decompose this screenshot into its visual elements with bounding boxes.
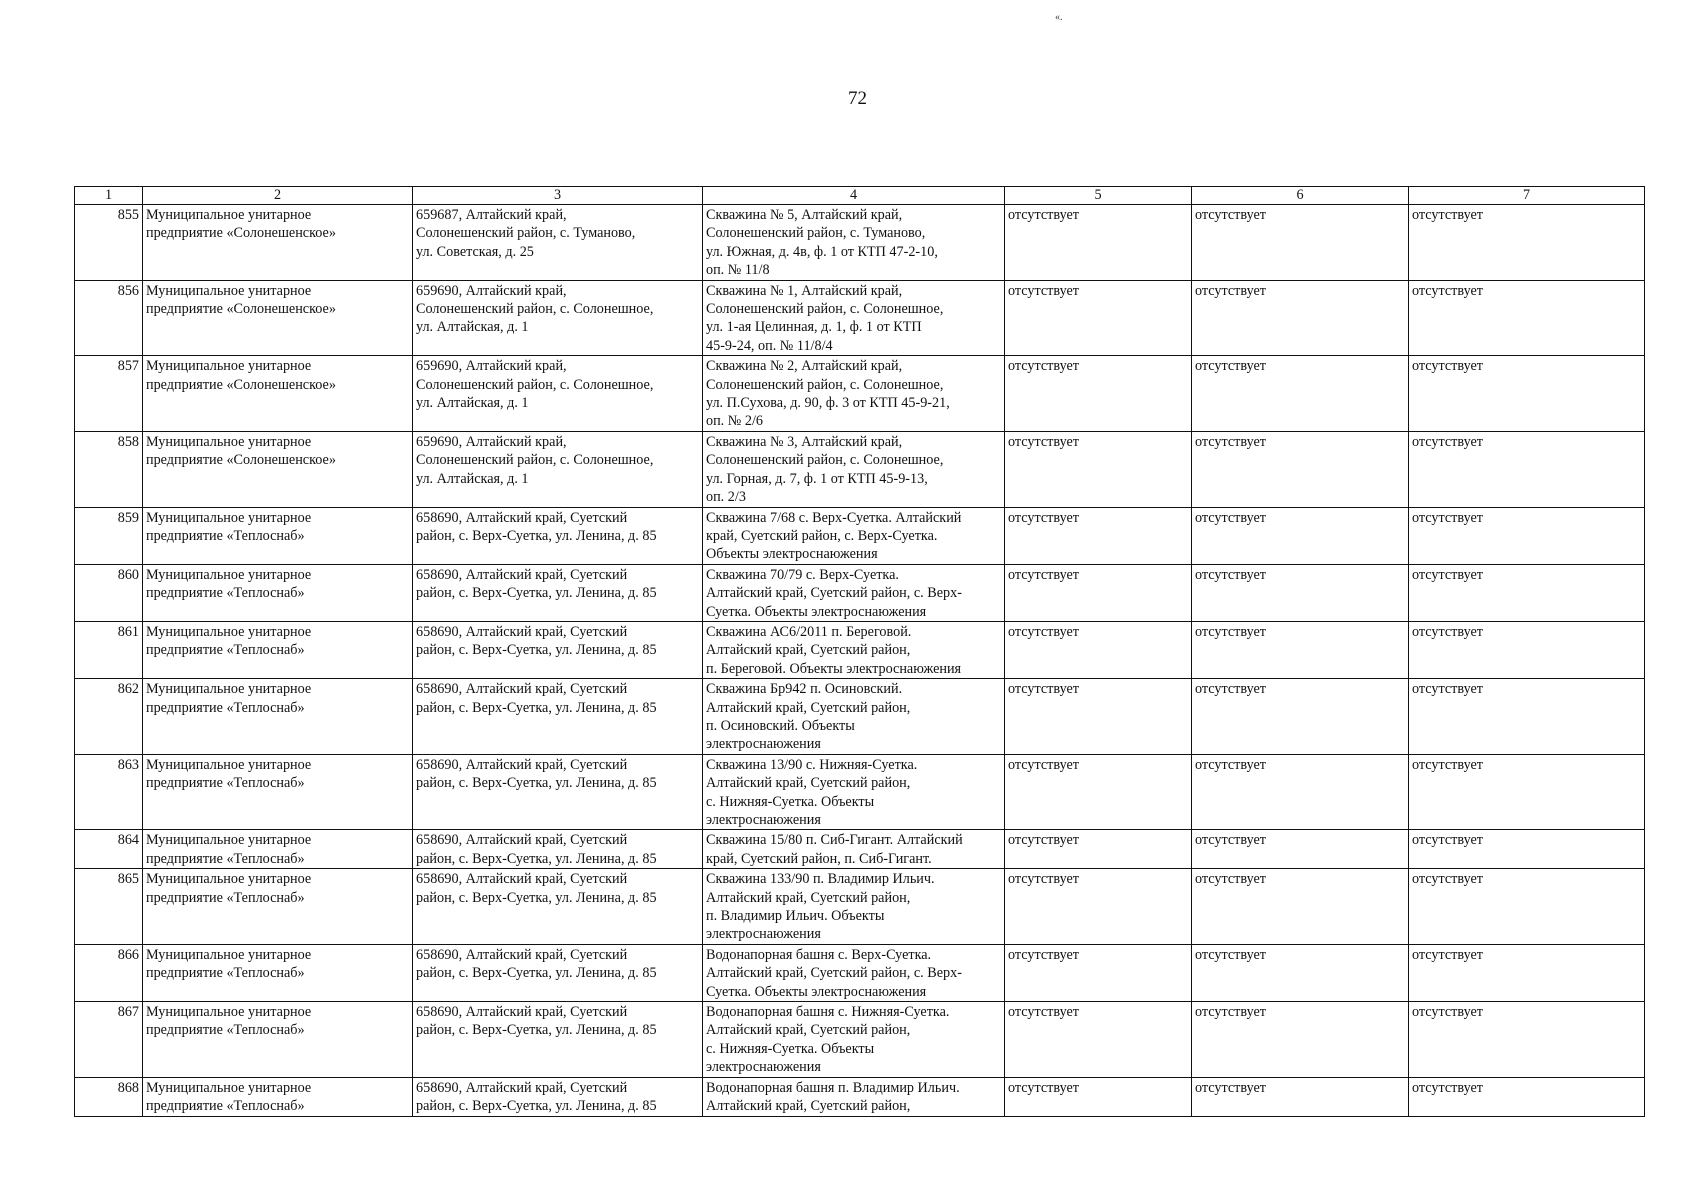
column-6-value: отсутствует xyxy=(1192,431,1409,507)
table-row xyxy=(75,431,1645,507)
column-7-value: отсутствует xyxy=(1409,356,1645,432)
column-5-value: отсутствует xyxy=(1005,1002,1192,1078)
row-number: 865 xyxy=(75,869,143,945)
table-row xyxy=(75,507,1645,564)
column-6-value: отсутствует xyxy=(1192,205,1409,281)
column-7-value: отсутствует xyxy=(1409,944,1645,1001)
column-5-value: отсутствует xyxy=(1005,507,1192,564)
column-7-value: отсутствует xyxy=(1409,1077,1645,1116)
column-5-value: отсутствует xyxy=(1005,564,1192,621)
column-6-value: отсутствует xyxy=(1192,944,1409,1001)
owner-name: Муниципальное унитарное предприятие «Солонешенское» xyxy=(143,205,413,281)
column-5-value: отсутствует xyxy=(1005,205,1192,281)
object-description: Скважина 70/79 с. Верх-Суетка. Алтайский край, Суетский район, с. Верх- Суетка. Объекты электроснаюжения xyxy=(703,564,1005,621)
column-header: 4 xyxy=(703,187,1005,205)
row-number: 863 xyxy=(75,754,143,830)
table-body xyxy=(75,205,1645,1117)
owner-name: Муниципальное унитарное предприятие «Солонешенское» xyxy=(143,280,413,356)
owner-address: 659690, Алтайский край, Солонешенский район, с. Солонешное, ул. Алтайская, д. 1 xyxy=(413,356,703,432)
page-number: 72 xyxy=(848,88,867,109)
owner-name: Муниципальное унитарное предприятие «Теплоснаб» xyxy=(143,830,413,869)
owner-address: 658690, Алтайский край, Суетский район, с. Верх-Суетка, ул. Ленина, д. 85 xyxy=(413,507,703,564)
table-row xyxy=(75,679,1645,755)
column-6-value: отсутствует xyxy=(1192,280,1409,356)
column-6-value: отсутствует xyxy=(1192,356,1409,432)
object-description: Водонапорная башня с. Верх-Суетка. Алтайский край, Суетский район, с. Верх- Суетка. Объекты электроснаюжения xyxy=(703,944,1005,1001)
owner-name: Муниципальное унитарное предприятие «Теплоснаб» xyxy=(143,754,413,830)
owner-address: 658690, Алтайский край, Суетский район, с. Верх-Суетка, ул. Ленина, д. 85 xyxy=(413,621,703,678)
column-5-value: отсутствует xyxy=(1005,356,1192,432)
column-header: 7 xyxy=(1409,187,1645,205)
column-7-value: отсутствует xyxy=(1409,205,1645,281)
owner-address: 658690, Алтайский край, Суетский район, с. Верх-Суетка, ул. Ленина, д. 85 xyxy=(413,564,703,621)
column-header: 6 xyxy=(1192,187,1409,205)
owner-name: Муниципальное унитарное предприятие «Солонешенское» xyxy=(143,356,413,432)
row-number: 856 xyxy=(75,280,143,356)
row-number: 859 xyxy=(75,507,143,564)
registry-table xyxy=(74,186,1645,1117)
column-5-value: отсутствует xyxy=(1005,431,1192,507)
row-number: 855 xyxy=(75,205,143,281)
column-5-value: отсутствует xyxy=(1005,869,1192,945)
owner-name: Муниципальное унитарное предприятие «Теплоснаб» xyxy=(143,869,413,945)
owner-address: 659690, Алтайский край, Солонешенский район, с. Солонешное, ул. Алтайская, д. 1 xyxy=(413,431,703,507)
owner-name: Муниципальное унитарное предприятие «Теплоснаб» xyxy=(143,944,413,1001)
column-5-value: отсутствует xyxy=(1005,1077,1192,1116)
column-6-value: отсутствует xyxy=(1192,564,1409,621)
column-header: 3 xyxy=(413,187,703,205)
object-description: Скважина АС6/2011 п. Береговой. Алтайский край, Суетский район, п. Береговой. Объекты электроснаюжения xyxy=(703,621,1005,678)
column-6-value: отсутствует xyxy=(1192,869,1409,945)
column-6-value: отсутствует xyxy=(1192,754,1409,830)
column-5-value: отсутствует xyxy=(1005,830,1192,869)
row-number: 867 xyxy=(75,1002,143,1078)
table-row xyxy=(75,356,1645,432)
column-header: 5 xyxy=(1005,187,1192,205)
table-row xyxy=(75,830,1645,869)
column-6-value: отсутствует xyxy=(1192,679,1409,755)
column-header: 2 xyxy=(143,187,413,205)
object-description: Скважина 133/90 п. Владимир Ильич. Алтайский край, Суетский район, п. Владимир Ильич. Объекты электроснаюжения xyxy=(703,869,1005,945)
column-5-value: отсутствует xyxy=(1005,944,1192,1001)
owner-address: 658690, Алтайский край, Суетский район, с. Верх-Суетка, ул. Ленина, д. 85 xyxy=(413,869,703,945)
column-5-value: отсутствует xyxy=(1005,621,1192,678)
column-5-value: отсутствует xyxy=(1005,280,1192,356)
column-7-value: отсутствует xyxy=(1409,431,1645,507)
owner-address: 659687, Алтайский край, Солонешенский район, с. Туманово, ул. Советская, д. 25 xyxy=(413,205,703,281)
owner-address: 658690, Алтайский край, Суетский район, с. Верх-Суетка, ул. Ленина, д. 85 xyxy=(413,1077,703,1116)
column-6-value: отсутствует xyxy=(1192,1002,1409,1078)
column-7-value: отсутствует xyxy=(1409,830,1645,869)
owner-name: Муниципальное унитарное предприятие «Теплоснаб» xyxy=(143,1077,413,1116)
row-number: 866 xyxy=(75,944,143,1001)
owner-address: 658690, Алтайский край, Суетский район, с. Верх-Суетка, ул. Ленина, д. 85 xyxy=(413,1002,703,1078)
row-number: 861 xyxy=(75,621,143,678)
column-6-value: отсутствует xyxy=(1192,1077,1409,1116)
owner-address: 658690, Алтайский край, Суетский район, с. Верх-Суетка, ул. Ленина, д. 85 xyxy=(413,754,703,830)
table-row xyxy=(75,621,1645,678)
owner-name: Муниципальное унитарное предприятие «Теплоснаб» xyxy=(143,1002,413,1078)
owner-name: Муниципальное унитарное предприятие «Теплоснаб» xyxy=(143,564,413,621)
owner-name: Муниципальное унитарное предприятие «Теплоснаб» xyxy=(143,679,413,755)
object-description: Скважина Бр942 п. Осиновский. Алтайский край, Суетский район, п. Осиновский. Объекты электроснаюжения xyxy=(703,679,1005,755)
table-row xyxy=(75,869,1645,945)
owner-name: Муниципальное унитарное предприятие «Теплоснаб» xyxy=(143,621,413,678)
column-6-value: отсутствует xyxy=(1192,621,1409,678)
row-number: 857 xyxy=(75,356,143,432)
column-7-value: отсутствует xyxy=(1409,280,1645,356)
row-number: 864 xyxy=(75,830,143,869)
column-7-value: отсутствует xyxy=(1409,679,1645,755)
table-row xyxy=(75,564,1645,621)
table-row xyxy=(75,944,1645,1001)
object-description: Водонапорная башня п. Владимир Ильич. Алтайский край, Суетский район, xyxy=(703,1077,1005,1116)
scan-mark: «. xyxy=(1055,12,1063,23)
table-row xyxy=(75,1077,1645,1116)
owner-address: 658690, Алтайский край, Суетский район, с. Верх-Суетка, ул. Ленина, д. 85 xyxy=(413,944,703,1001)
object-description: Скважина № 5, Алтайский край, Солонешенский район, с. Туманово, ул. Южная, д. 4в, ф. 1 от КТП 47-2-10, оп. № 11/8 xyxy=(703,205,1005,281)
row-number: 858 xyxy=(75,431,143,507)
object-description: Скважина № 1, Алтайский край, Солонешенский район, с. Солонешное, ул. 1-ая Целинная, д. 1, ф. 1 от КТП 45-9-24, оп. № 11/8/4 xyxy=(703,280,1005,356)
column-7-value: отсутствует xyxy=(1409,621,1645,678)
table-row xyxy=(75,205,1645,281)
column-6-value: отсутствует xyxy=(1192,830,1409,869)
owner-name: Муниципальное унитарное предприятие «Солонешенское» xyxy=(143,431,413,507)
object-description: Водонапорная башня с. Нижняя-Суетка. Алтайский край, Суетский район, с. Нижняя-Суетка. Объекты электроснаюжения xyxy=(703,1002,1005,1078)
owner-address: 658690, Алтайский край, Суетский район, с. Верх-Суетка, ул. Ленина, д. 85 xyxy=(413,679,703,755)
object-description: Скважина 13/90 с. Нижняя-Суетка. Алтайский край, Суетский район, с. Нижняя-Суетка. Объекты электроснаюжения xyxy=(703,754,1005,830)
object-description: Скважина № 2, Алтайский край, Солонешенский район, с. Солонешное, ул. П.Сухова, д. 90, ф. 3 от КТП 45-9-21, оп. № 2/6 xyxy=(703,356,1005,432)
owner-address: 658690, Алтайский край, Суетский район, с. Верх-Суетка, ул. Ленина, д. 85 xyxy=(413,830,703,869)
owner-address: 659690, Алтайский край, Солонешенский район, с. Солонешное, ул. Алтайская, д. 1 xyxy=(413,280,703,356)
column-7-value: отсутствует xyxy=(1409,754,1645,830)
object-description: Скважина 15/80 п. Сиб-Гигант. Алтайский край, Суетский район, п. Сиб-Гигант. xyxy=(703,830,1005,869)
table-row xyxy=(75,280,1645,356)
object-description: Скважина № 3, Алтайский край, Солонешенский район, с. Солонешное, ул. Горная, д. 7, ф. 1 от КТП 45-9-13, оп. 2/3 xyxy=(703,431,1005,507)
column-6-value: отсутствует xyxy=(1192,507,1409,564)
row-number: 868 xyxy=(75,1077,143,1116)
column-5-value: отсутствует xyxy=(1005,679,1192,755)
column-5-value: отсутствует xyxy=(1005,754,1192,830)
row-number: 860 xyxy=(75,564,143,621)
column-7-value: отсутствует xyxy=(1409,869,1645,945)
row-number: 862 xyxy=(75,679,143,755)
column-7-value: отсутствует xyxy=(1409,564,1645,621)
table-header-row xyxy=(75,187,1645,205)
object-description: Скважина 7/68 с. Верх-Суетка. Алтайский край, Суетский район, с. Верх-Суетка. Объекты электроснаюжения xyxy=(703,507,1005,564)
owner-name: Муниципальное унитарное предприятие «Теплоснаб» xyxy=(143,507,413,564)
column-7-value: отсутствует xyxy=(1409,1002,1645,1078)
table-row xyxy=(75,754,1645,830)
column-7-value: отсутствует xyxy=(1409,507,1645,564)
table-row xyxy=(75,1002,1645,1078)
column-header: 1 xyxy=(75,187,143,205)
